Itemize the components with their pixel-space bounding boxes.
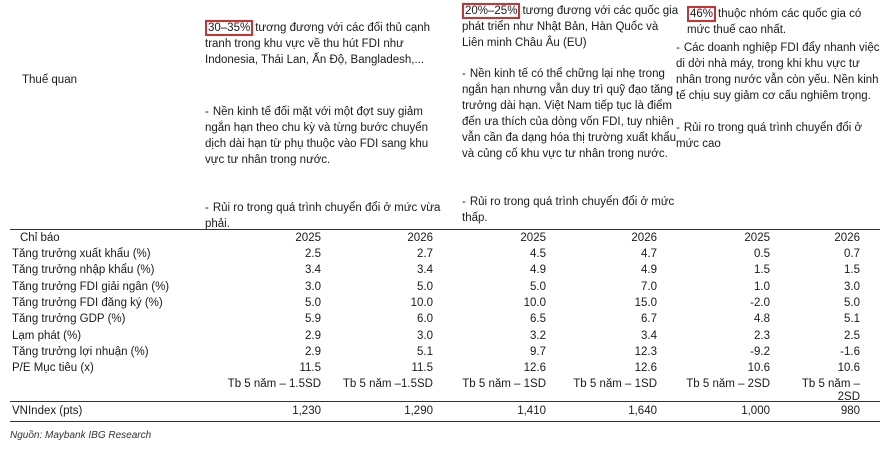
pe-note-extra: 2SD <box>837 391 860 403</box>
vnindex-divider <box>10 401 880 402</box>
scenario-1-bullet-1: - Nền kinh tế đối mặt với một đợt suy giảm ngắn hạn theo chu kỳ và từng bước chuyển dịch dài hạn từ phụ thuộc vào FDI sang khu vực tư nhân trong nước. <box>205 106 429 166</box>
row-label: Tăng trưởng lợi nhuận (%) <box>12 346 149 358</box>
row-label: Tăng trưởng xuất khẩu (%) <box>12 248 151 260</box>
table-cell: -9.2 <box>750 346 770 358</box>
scenario-3-text <box>687 6 882 38</box>
tariff-rate-badge-3: 46% <box>687 6 716 22</box>
table-cell: 7.0 <box>641 281 657 293</box>
table-cell: 3.4 <box>417 264 433 276</box>
table-cell: 5.1 <box>844 313 860 325</box>
table-cell: 2.9 <box>305 330 321 342</box>
scenario-3-intro: thuộc nhóm các quốc gia có mức thuế cao nhất. <box>687 8 862 36</box>
row-label: P/E Mục tiêu (x) <box>12 362 94 374</box>
tariff-row-label: Thuế quan <box>22 74 77 86</box>
vnindex-cell: 1,230 <box>292 405 321 417</box>
table-cell: 1.0 <box>754 281 770 293</box>
table-cell: 1.5 <box>844 264 860 276</box>
table-cell: 6.5 <box>530 313 546 325</box>
table-cell: 15.0 <box>634 297 657 309</box>
scenario-2-bullet-1: - Nền kinh tế có thể chững lại nhẹ trong ngắn hạn nhưng vẫn duy trì quỹ đạo tăng trưởng dài hạn. Việt Nam tiếp tục là điểm đến ưa thích của dòng vốn FDI, tuy nhiên vẫn cần đa dạng hóa thị trường xuất khẩu và củng cố khu vực tư nhân trong nước. <box>462 68 677 160</box>
table-cell: 5.0 <box>417 281 433 293</box>
table-cell: 5.9 <box>305 313 321 325</box>
table-cell: 10.6 <box>747 362 770 374</box>
table-cell: 12.3 <box>634 346 657 358</box>
table-cell: 10.6 <box>837 362 860 374</box>
scenario-3-bullet-1: - Các doanh nghiệp FDI đẩy nhanh việc di dời nhà máy, trong khi khu vực tư nhân trong nước vẫn còn yếu. Nền kinh tế chịu suy giảm cơ cấu nghiêm trọng. <box>676 42 880 102</box>
scenario-2-intro: tương đương với các quốc gia phát triển như Nhật Bản, Hàn Quốc và Liên minh Châu Âu (EU) <box>462 5 679 49</box>
scenario-3-bullet-2: - Rủi ro trong quá trình chuyển đổi ở mức cao <box>676 122 863 150</box>
year-header: 2025 <box>744 232 770 244</box>
pe-note: Tb 5 năm – 1SD <box>573 378 657 390</box>
row-label: Tăng trưởng nhập khẩu (%) <box>12 264 155 276</box>
table-cell: 4.5 <box>530 248 546 260</box>
table-cell: 2.9 <box>305 346 321 358</box>
year-header: 2025 <box>295 232 321 244</box>
table-cell: 11.5 <box>411 362 433 374</box>
vnindex-cell: 1,640 <box>628 405 657 417</box>
pe-note: Tb 5 năm –1.5SD <box>342 378 433 390</box>
table-cell: 4.9 <box>530 264 546 276</box>
vnindex-label: VNIndex (pts) <box>12 405 83 417</box>
table-cell: 1.5 <box>754 264 770 276</box>
scenario-1-text <box>205 20 443 68</box>
tariff-rate-badge-1: 30–35% <box>205 20 253 36</box>
scenario-2-bullet-2: - Rủi ro trong quá trình chuyển đổi ở mức thấp. <box>462 196 675 224</box>
table-bottom-divider <box>10 421 880 422</box>
table-cell: 3.0 <box>305 281 321 293</box>
row-label: Tăng trưởng GDP (%) <box>12 313 126 325</box>
table-cell: 0.7 <box>844 248 860 260</box>
pe-note: Tb 5 năm – <box>801 378 860 390</box>
table-cell: 5.0 <box>844 297 860 309</box>
vnindex-cell: 980 <box>840 405 860 417</box>
vnindex-cell: 1,290 <box>404 405 433 417</box>
table-cell: 2.3 <box>754 330 770 342</box>
source-note: Nguồn: Maybank IBG Research <box>10 430 152 441</box>
table-cell: 2.5 <box>844 330 860 342</box>
year-header: 2026 <box>407 232 433 244</box>
table-cell: 11.5 <box>299 362 321 374</box>
scenario-2-text <box>462 3 680 51</box>
table-cell: 3.2 <box>530 330 546 342</box>
table-top-divider <box>10 229 880 230</box>
table-cell: 2.5 <box>305 248 321 260</box>
table-cell: 2.7 <box>417 248 433 260</box>
row-label: Lạm phát (%) <box>12 330 82 342</box>
pe-note: Tb 5 năm – 1SD <box>462 378 546 390</box>
table-cell: 6.7 <box>641 313 657 325</box>
table-cell: -1.6 <box>840 346 860 358</box>
table-cell: 0.5 <box>754 248 770 260</box>
table-header-label: Chỉ báo <box>20 232 60 244</box>
table-cell: 3.0 <box>844 281 860 293</box>
table-cell: 4.8 <box>754 313 770 325</box>
table-cell: 3.0 <box>417 330 433 342</box>
table-cell: 4.9 <box>641 264 657 276</box>
table-cell: 12.6 <box>634 362 657 374</box>
row-label: Tăng trưởng FDI đăng ký (%) <box>12 297 163 309</box>
pe-note: Tb 5 năm – 1.5SD <box>227 378 321 390</box>
table-cell: 10.0 <box>523 297 546 309</box>
table-cell: 12.6 <box>523 362 546 374</box>
table-cell: 4.7 <box>641 248 657 260</box>
table-cell: 5.1 <box>417 346 433 358</box>
table-cell: 10.0 <box>410 297 433 309</box>
table-cell: 5.0 <box>530 281 546 293</box>
table-cell: 3.4 <box>641 330 657 342</box>
tariff-rate-badge-2: 20%–25% <box>462 3 520 19</box>
scenario-1-intro: tương đương với các đối thủ cạnh tranh trong khu vực về thu hút FDI như Indonesia, Thái Lan, Ấn Độ, Bangladesh,... <box>205 22 431 66</box>
vnindex-cell: 1,410 <box>517 405 546 417</box>
table-cell: 3.4 <box>305 264 321 276</box>
scenario-1-bullet-2: - Rủi ro trong quá trình chuyển đổi ở mức vừa phải. <box>205 202 441 230</box>
year-header: 2026 <box>631 232 657 244</box>
table-cell: -2.0 <box>750 297 770 309</box>
year-header: 2025 <box>520 232 546 244</box>
table-cell: 6.0 <box>417 313 433 325</box>
table-cell: 5.0 <box>305 297 321 309</box>
pe-note: Tb 5 năm – 2SD <box>686 378 770 390</box>
year-header: 2026 <box>834 232 860 244</box>
table-cell: 9.7 <box>530 346 546 358</box>
row-label: Tăng trưởng FDI giải ngân (%) <box>12 281 170 293</box>
vnindex-cell: 1,000 <box>741 405 770 417</box>
